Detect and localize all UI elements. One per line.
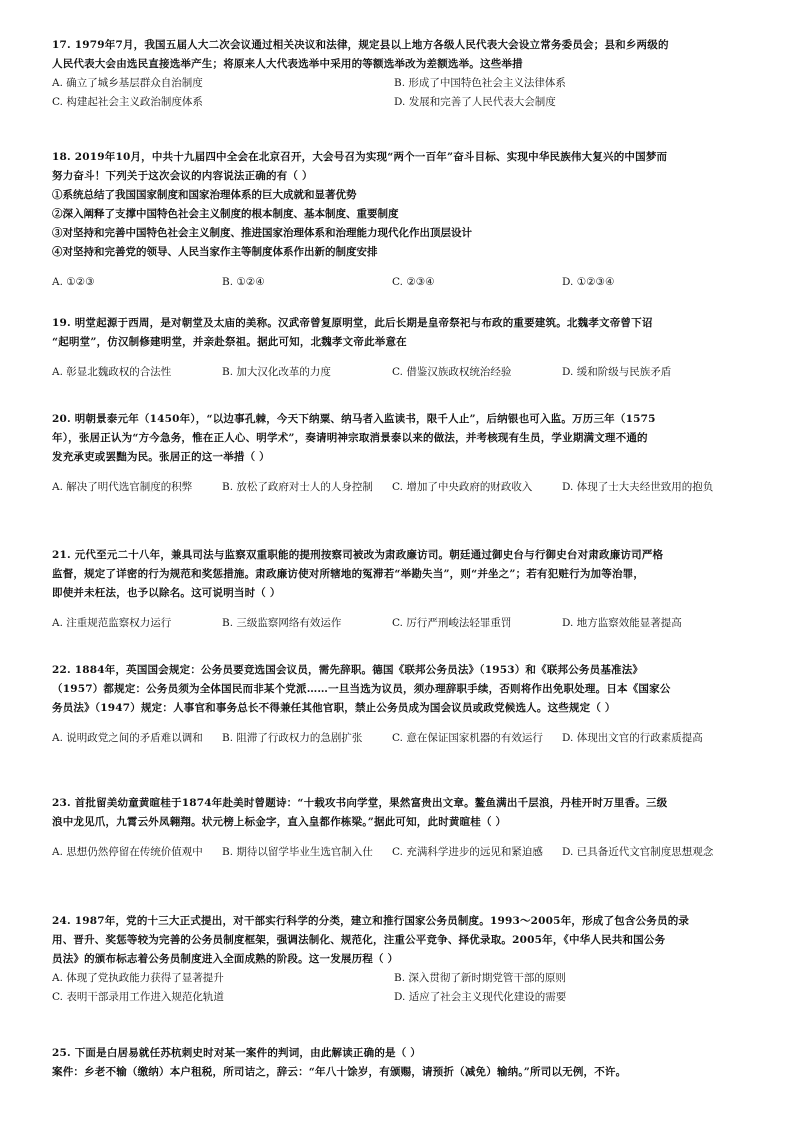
options [52,363,752,382]
question-stem [52,661,752,718]
question-stem [52,410,752,467]
option-d[interactable]: D. 地方监察效能显著提高 [562,617,682,629]
question-20 [52,410,752,497]
option-b[interactable]: B. 加大汉化改革的力度 [222,366,331,378]
question-stem [52,36,752,74]
question-stem [52,1044,752,1082]
option-b[interactable]: B. 放松了政府对士人的人身控制 [222,481,373,493]
stem-line: “起明堂”，仿汉制修建明堂，并亲赴祭祖。据此可知，北魏孝文帝此举意在 [52,336,407,348]
statement: ①系统总结了我国国家制度和国家治理体系的巨大成就和显著优势 [52,189,357,201]
option-d[interactable]: D. 适应了社会主义现代化建设的需要 [394,991,567,1003]
stem-line: 21. 元代至元二十八年，兼具司法与监察双重职能的提刑按察司被改为肃政廉访司。朝廷通过御史台与行御史台对肃政廉访司严格 [52,549,664,561]
stem-line: 19. 明堂起源于西周，是对朝堂及太庙的美称。汉武帝曾复原明堂，此后长期是皇帝祭祀与布政的重要建筑。北魏孝文帝曾下诏 [52,317,653,329]
stem-line: 20. 明朝景泰元年（1450年），“以边事孔棘，今天下纳粟、纳马者入监读书，限千人止”，后纳银也可入监。万历三年（1575 [52,413,656,425]
question-24 [52,912,752,1007]
option-d[interactable]: D. 发展和完善了人民代表大会制度 [394,96,556,108]
option-a[interactable]: A. 解决了明代选官制度的积弊 [52,481,193,493]
option-b[interactable]: B. ①②④ [222,276,265,288]
option-c[interactable]: C. 借鉴汉族政权统治经验 [392,366,512,378]
option-b[interactable]: B. 三级监察网络有效运作 [222,617,342,629]
statement: ③对坚持和完善中国特色社会主义制度、推进国家治理体系和治理能力现代化作出顶层设计 [52,227,472,239]
stem-line: 年），张居正认为“方今急务，惟在正人心、明学术”，奏请明神宗取消景泰以来的做法，并考核现有生员，学业期满文理不通的 [52,432,648,444]
stem-line: 17. 1979年7月，我国五届人大二次会议通过相关决议和法律，规定县以上地方各级人民代表大会设立常务委员会；县和乡两级的 [52,39,669,51]
stem-line: 务员法》（1947）规定：人事官和事务总长不得兼任其他官职，禁止公务员成为国会议员或政党候选人。这些规定（ ） [52,702,616,714]
question-stem [52,546,752,603]
options [52,843,752,862]
option-c[interactable]: C. 意在保证国家机器的有效运行 [392,732,543,744]
stem-line: 即使并未枉法，也予以除名。这可说明当时（ ） [52,587,281,599]
question-23 [52,794,752,862]
option-a[interactable]: A. 确立了城乡基层群众自治制度 [52,77,203,89]
stem-line: 努力奋斗！下列关于这次会议的内容说法正确的有（ ） [52,170,313,182]
option-c[interactable]: C. 增加了中央政府的财政收入 [392,481,533,493]
options [52,273,752,292]
options [52,614,752,633]
stem-line: （1957）都规定：公务员须为全体国民而非某个党派……一旦当选为议员，须办理辞职手续，否则将作出免职处理。日本《国家公 [52,683,671,695]
stem-line: 浪中龙见爪，九霄云外凤翱翔。状元榜上标金字，直入皇都作栋梁。”据此可知，此时黄暄桂（ ） [52,816,507,828]
stem-line: 25. 下面是白居易就任苏杭刺史时对某一案件的判词，由此解读正确的是（ ） [52,1047,421,1059]
option-b[interactable]: B. 形成了中国特色社会主义法律体系 [394,77,566,89]
stem-line: 发充承吏或罢黜为民。张居正的这一举措（ ） [52,451,270,463]
statement: ④对坚持和完善党的领导、人民当家作主等制度体系作出新的制度安排 [52,246,378,258]
stem-line: 员法》的颁布标志着公务员制度进入全面成熟的阶段。这一发展历程（ ） [52,953,399,965]
question-stem [52,314,752,352]
option-b[interactable]: B. 期待以留学毕业生选官制入仕 [222,846,373,858]
question-22 [52,661,752,748]
option-d[interactable]: D. 缓和阶级与民族矛盾 [562,366,672,378]
options [52,478,752,497]
statement: ②深入阐释了支撑中国特色社会主义制度的根本制度、基本制度、重要制度 [52,208,399,220]
option-c[interactable]: C. 充满科学进步的远见和紧迫感 [392,846,543,858]
options [52,729,752,748]
stem-line: 22. 1884年，英国国会规定：公务员要竞选国会议员，需先辞职。德国《联邦公务员法》（1953）和《联邦公务员基准法》 [52,664,644,676]
option-a[interactable]: A. 思想仍然停留在传统价值观中 [52,846,203,858]
question-17 [52,36,752,112]
options [52,969,752,1007]
option-d[interactable]: D. ①②③④ [562,276,615,288]
option-d[interactable]: D. 体现了士大夫经世致用的抱负 [562,481,714,493]
question-stem [52,794,752,832]
option-d[interactable]: D. 已具备近代文官制度思想观念 [562,846,714,858]
stem-line: 23. 首批留美幼童黄暄桂于1874年赴美时曾题诗：“十载攻书向学堂，果然富贵出文章。鳌鱼满出千层浪，丹桂开时万里香。三级 [52,797,668,809]
option-a[interactable]: A. ①②③ [52,276,95,288]
stem-line: 监督，规定了详密的行为规范和奖惩措施。肃政廉访使对所辖地的冤滞若“举勘失当”，则“并坐之”；若有犯赃行为加等治罪， [52,568,645,580]
stem-line: 24. 1987年，党的十三大正式提出，对干部实行科学的分类，建立和推行国家公务员制度。1993～2005年，形成了包含公务员的录 [52,915,690,927]
stem-line: 用、晋升、奖惩等较为完善的公务员制度框架，强调法制化、规范化，注重公平竞争、择优录取。2005年，《中华人民共和国公务 [52,934,666,946]
stem-line: 人民代表大会由选民直接选举产生；将原来人大代表选举中采用的等额选举改为差额选举。这些举措 [52,58,523,70]
options [52,74,752,112]
option-a[interactable]: A. 体现了党执政能力获得了显著提升 [52,972,224,984]
option-a[interactable]: A. 注重规范监察权力运行 [52,617,172,629]
question-stem [52,912,752,969]
question-21 [52,546,752,633]
question-19 [52,314,752,382]
option-c[interactable]: C. ②③④ [392,276,435,288]
option-c[interactable]: C. 表明干部录用工作进入规范化轨道 [52,991,224,1003]
question-25 [52,1044,752,1082]
option-c[interactable]: C. 厉行严刑峻法轻罪重罚 [392,617,512,629]
option-b[interactable]: B. 阻滞了行政权力的急剧扩张 [222,732,363,744]
stem-line: 案件：乡老不输（缴纳）本户租税，所司诘之，辞云：“年八十馀岁，有颁赐，请预折（减免）输纳。”所司以无例，不许。 [52,1066,627,1078]
question-18 [52,148,752,292]
option-c[interactable]: C. 构建起社会主义政治制度体系 [52,96,203,108]
stem-line: 18. 2019年10月，中共十九届四中全会在北京召开，大会号召为实现“两个一百年”奋斗目标、实现中华民族伟大复兴的中国梦而 [52,151,668,163]
option-a[interactable]: A. 彰显北魏政权的合法性 [52,366,172,378]
option-b[interactable]: B. 深入贯彻了新时期党管干部的原则 [394,972,566,984]
statement-list [52,186,752,262]
question-stem [52,148,752,186]
option-d[interactable]: D. 体现出文官的行政素质提高 [562,732,703,744]
option-a[interactable]: A. 说明政党之间的矛盾难以调和 [52,732,203,744]
